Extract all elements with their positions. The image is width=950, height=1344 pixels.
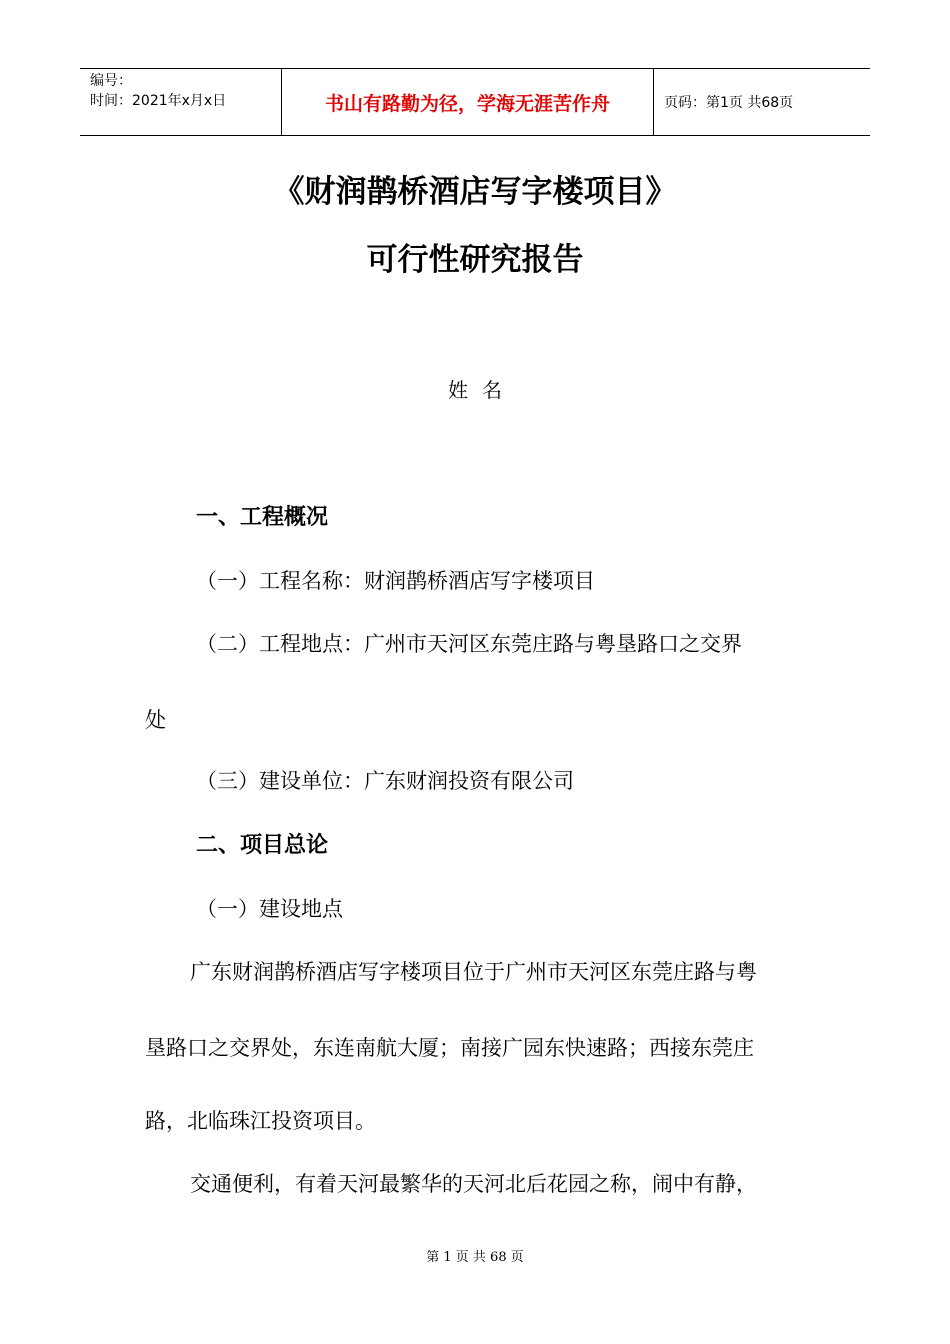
paragraph-line: 路，北临珠江投资项目。 <box>145 1109 376 1133</box>
author-name: 姓名 <box>448 378 516 402</box>
paragraph-line: 交通便利，有着天河最繁华的天河北后花园之称，闹中有静， <box>190 1172 757 1196</box>
document-title-line2: 可行性研究报告 <box>366 242 584 278</box>
time-label: 时间：2021年x月x日 <box>90 93 227 109</box>
project-location-label: （二）工程地点： <box>196 632 364 656</box>
header-meta <box>80 69 282 135</box>
header-page-info: 页码：第1页 共68页 <box>664 95 794 111</box>
project-location-continuation <box>145 704 166 734</box>
builder-label: （三）建设单位： <box>196 769 364 793</box>
number-label: 编号： <box>90 73 132 89</box>
project-location-value-cont: 处 <box>145 708 166 732</box>
project-name-label: （一）工程名称： <box>196 569 364 593</box>
paragraph-line: 广东财润鹊桥酒店写字楼项目位于广州市天河区东莞庄路与粤 <box>190 960 757 984</box>
section2-heading: 二、项目总论 <box>196 833 329 858</box>
builder-value: 广东财润投资有限公司 <box>364 769 574 793</box>
project-name-value: 财润鹊桥酒店写字楼项目 <box>364 569 595 593</box>
section1-heading: 一、工程概况 <box>196 505 329 530</box>
project-name-line <box>196 565 595 595</box>
header-motto: 书山有路勤为径，学海无涯苦作舟 <box>282 69 654 135</box>
header-table <box>80 68 870 136</box>
project-location-value: 广州市天河区东莞庄路与粤垦路口之交界 <box>364 632 742 656</box>
paragraph-line: 垦路口之交界处，东连南航大厦；南接广园东快速路；西接东莞庄 <box>145 1036 754 1060</box>
project-location-line <box>196 628 742 658</box>
builder-line <box>196 765 574 795</box>
section2-subheading: （一）建设地点 <box>196 897 343 921</box>
document-title-line1: 《财润鹊桥酒店写字楼项目》 <box>273 174 677 210</box>
page-footer: 第 1 页 共 68 页 <box>426 1250 524 1265</box>
